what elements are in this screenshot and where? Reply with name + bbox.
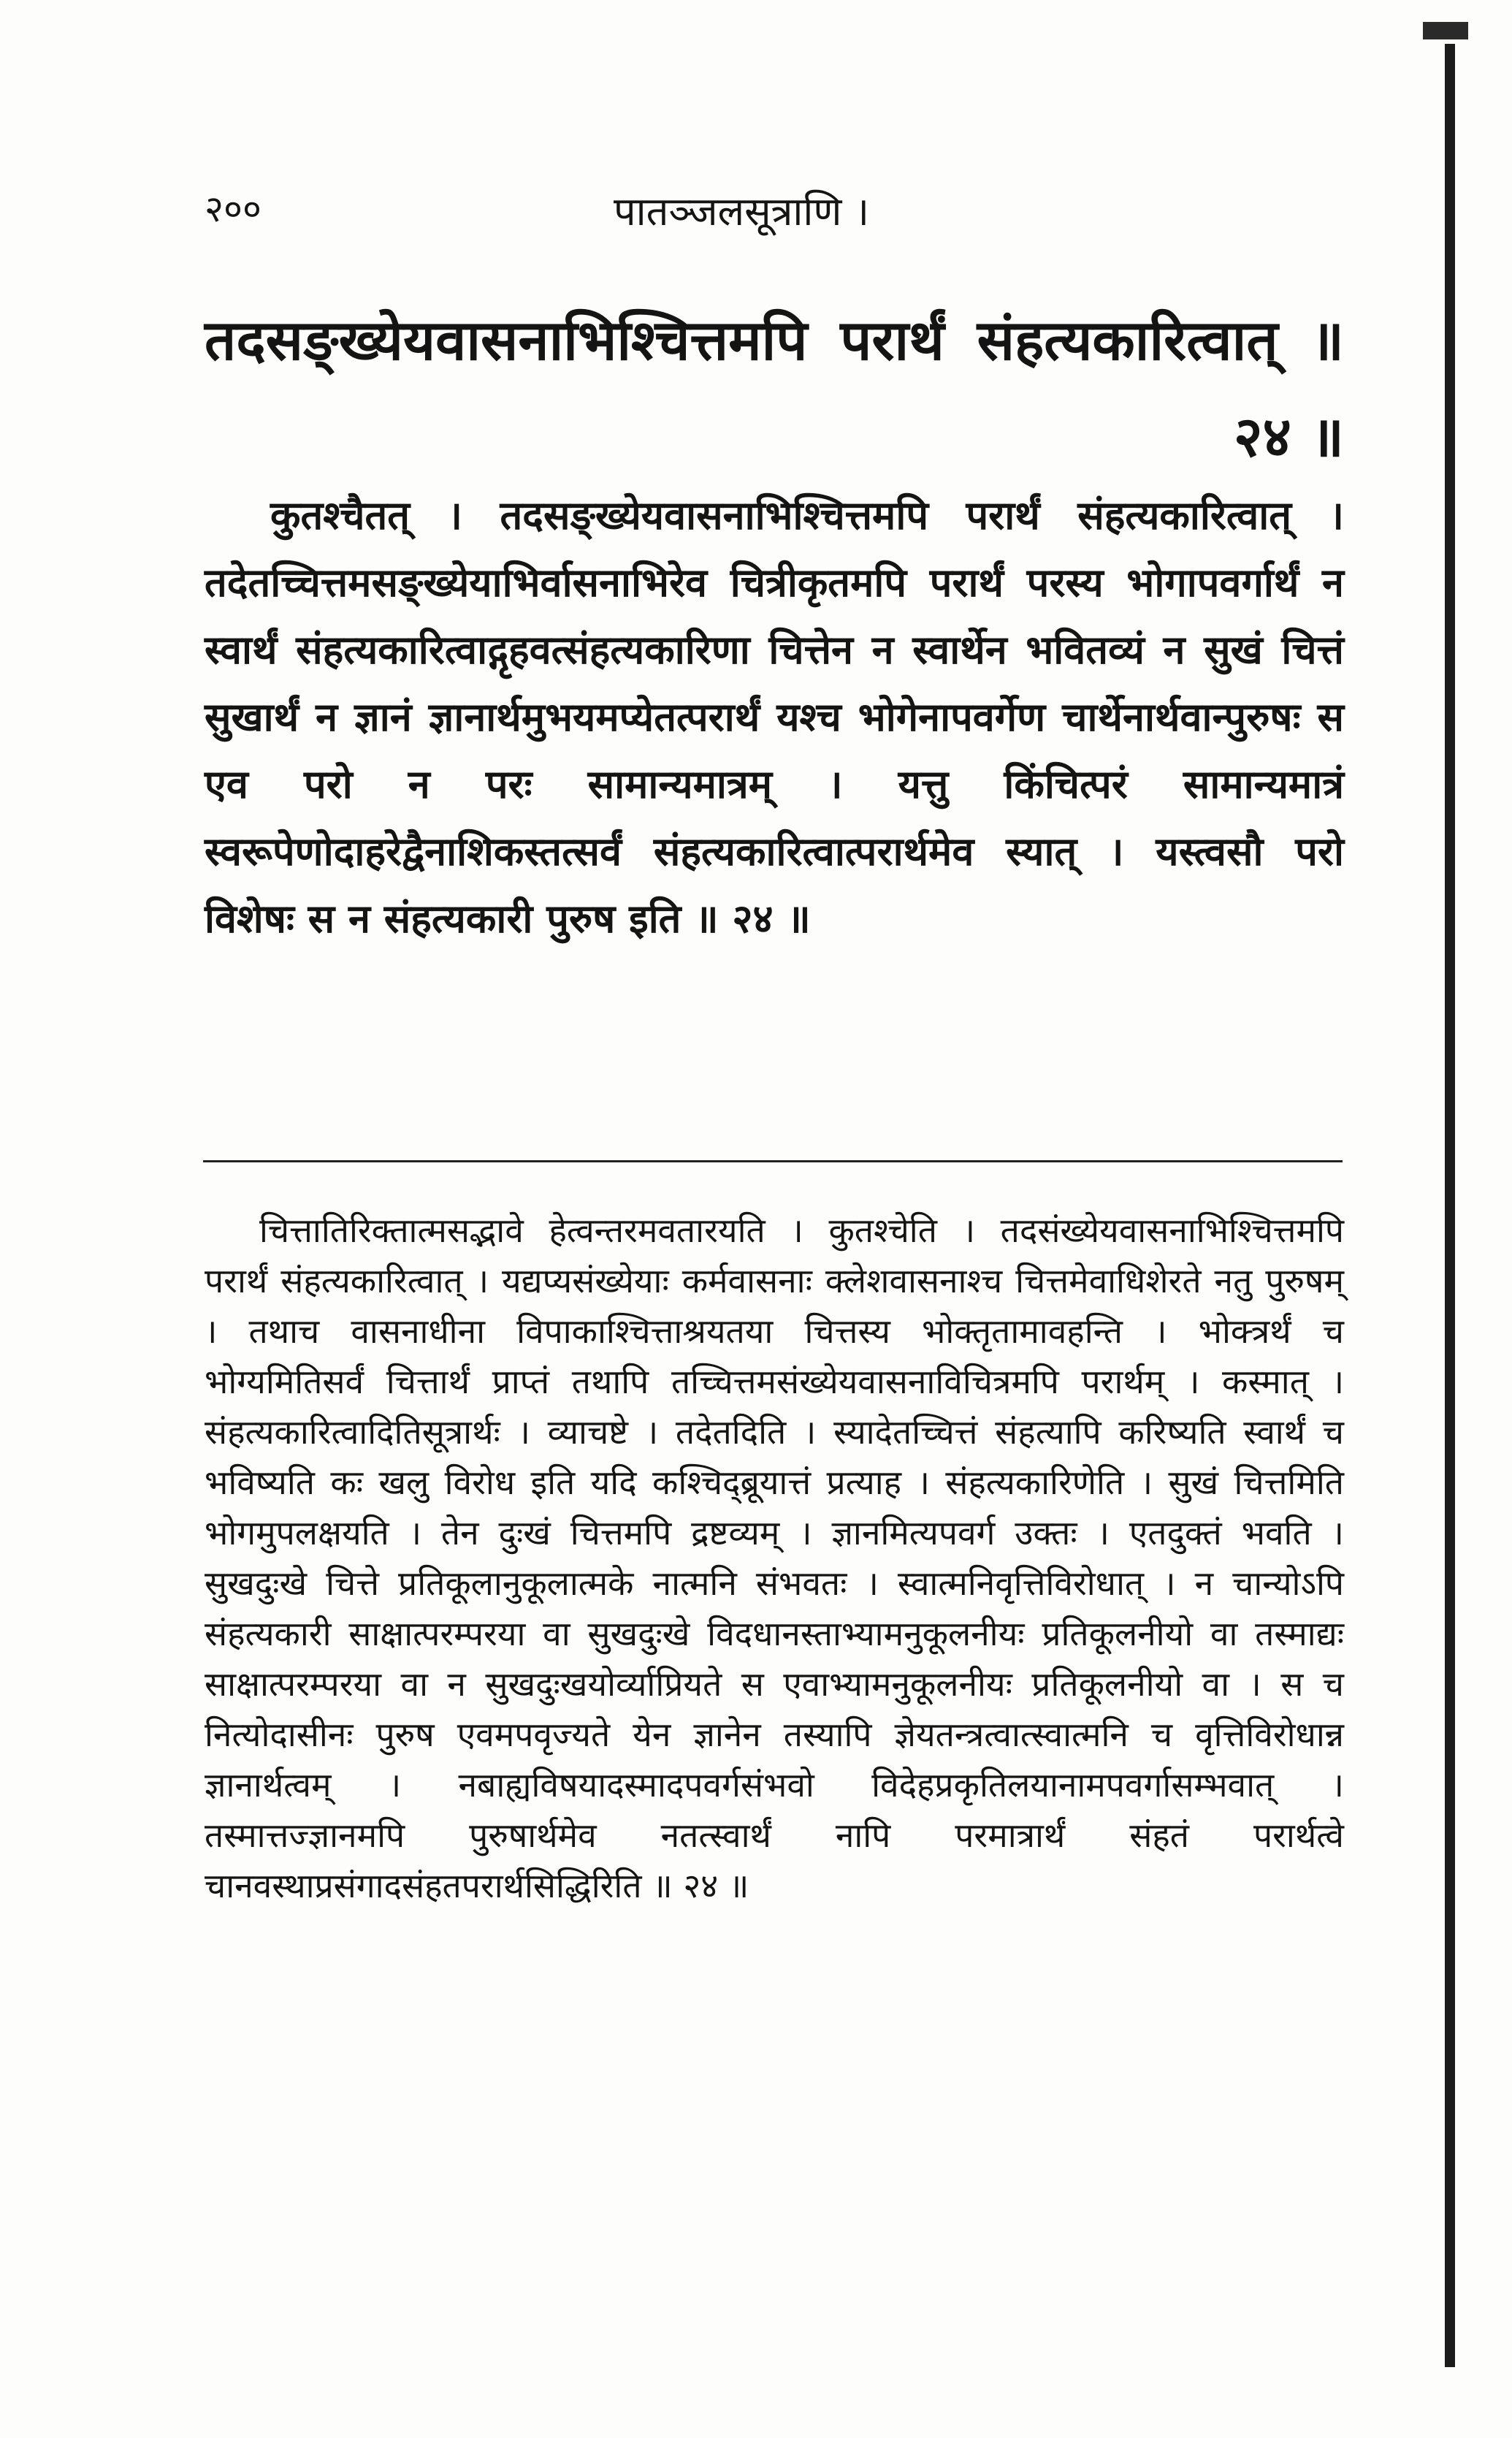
sutra-text: तदसङ्ख्येयवासनाभिश्चित्तमपि परार्थं संहत्यकारित्वात् ॥ २४ ॥ xyxy=(205,308,1344,469)
page-header xyxy=(205,183,1344,241)
page-number: २०० xyxy=(205,188,261,230)
section-divider xyxy=(203,1160,1343,1162)
bhashya-text: कुतश्चैतत् । तदसङ्ख्येयवासनाभिश्चित्तमपि परार्थं संहत्यकारित्वात् । तदेतच्चित्तमसङ्ख्येयाभिर्वासनाभिरेव चित्रीकृतमपि परार्थं परस्य भोगापवर्गार्थं न स्वार्थं संहत्यकारित्वाद्गृहवत्संहत्यकारिणा चित्तेन न स्वार्थेन भवितव्यं न सुखं चित्तं सुखार्थं न ज्ञानं ज्ञानार्थमुभयमप्येतत्परार्थं यश्च भोगेनापवर्गेण चार्थेनार्थवान्पुरुषः स एव परो न परः सामान्यमात्रम् । यत्तु किंचित्परं सामान्यमात्रं स्वरूपेणोदाहरेद्वैनाशिकस्तत्सर्वं संहत्यकारित्वात्परार्थमेव स्यात् । यस्त्वसौ परो विशेषः स न संहत्यकारी पुरुष इति ॥ २४ ॥ xyxy=(205,492,1344,942)
binding-edge-cap xyxy=(1423,22,1468,39)
binding-edge xyxy=(1445,44,1455,2367)
commentary-text: चित्तातिरिक्तात्मसद्भावे हेत्वन्तरमवतारयति । कुतश्चेति । तदसंख्येयवासनाभिश्चित्तमपि परार्थं संहत्यकारित्वात् । यद्यप्यसंख्येयाः कर्मवासनाः क्लेशवासनाश्च चित्तमेवाधिशेरते नतु पुरुषम् । तथाच वासनाधीना विपाकाश्चित्ताश्रयतया चित्तस्य भोक्तृतामावहन्ति । भोक्त्रर्थं च भोग्यमितिसर्वं चित्तार्थं प्राप्तं तथापि तच्चित्तमसंख्येयवासनाविचित्रमपि परार्थम् । कस्मात् । संहत्यकारित्वादितिसूत्रार्थः । व्याचष्टे । तदेतदिति । स्यादेतच्चित्तं संहत्यापि करिष्यति स्वार्थं च भविष्यति कः खलु विरोध इति यदि कश्चिद्ब्रूयात्तं प्रत्याह । संहत्यकारिणेति । सुखं चित्तमिति भोगमुपलक्षयति । तेन दुःखं चित्तमपि द्रष्टव्यम् । ज्ञानमित्यपवर्ग उक्तः । एतदुक्तं भवति । सुखदुःखे चित्ते प्रतिकूलानुकूलात्मके नात्मनि संभवतः । स्वात्मनिवृत्तिविरोधात् । न चान्योऽपि संहत्यकारी साक्षात्परम्परया वा सुखदुःखे विदधानस्ताभ्यामनुकूलनीयः प्रतिकूलनीयो वा तस्माद्यः साक्षात्परम्परया वा न सुखदुःखयोर्व्याप्रियते स एवाभ्यामनुकूलनीयः प्रतिकूलनीयो वा । स च नित्योदासीनः पुरुष एवमपवृज्यते येन ज्ञानेन तस्यापि ज्ञेयतन्त्रत्वात्स्वात्मनि च वृत्तिविरोधान्न ज्ञानार्थत्वम् । नबाह्यविषयादस्मादपवर्गसंभवो विदेहप्रकृतिलयानामपवर्गासम्भवात् । तस्मात्तज्ज्ञानमपि पुरुषार्थमेव नतत्स्वार्थं नापि परमात्रार्थं संहतं परार्थत्वे चानवस्थाप्रसंगादसंहतपरार्थसिद्धिरिति ॥ २४ ॥ xyxy=(205,1211,1344,1905)
running-title: पातञ्जलसूत्राणि । xyxy=(614,188,870,235)
